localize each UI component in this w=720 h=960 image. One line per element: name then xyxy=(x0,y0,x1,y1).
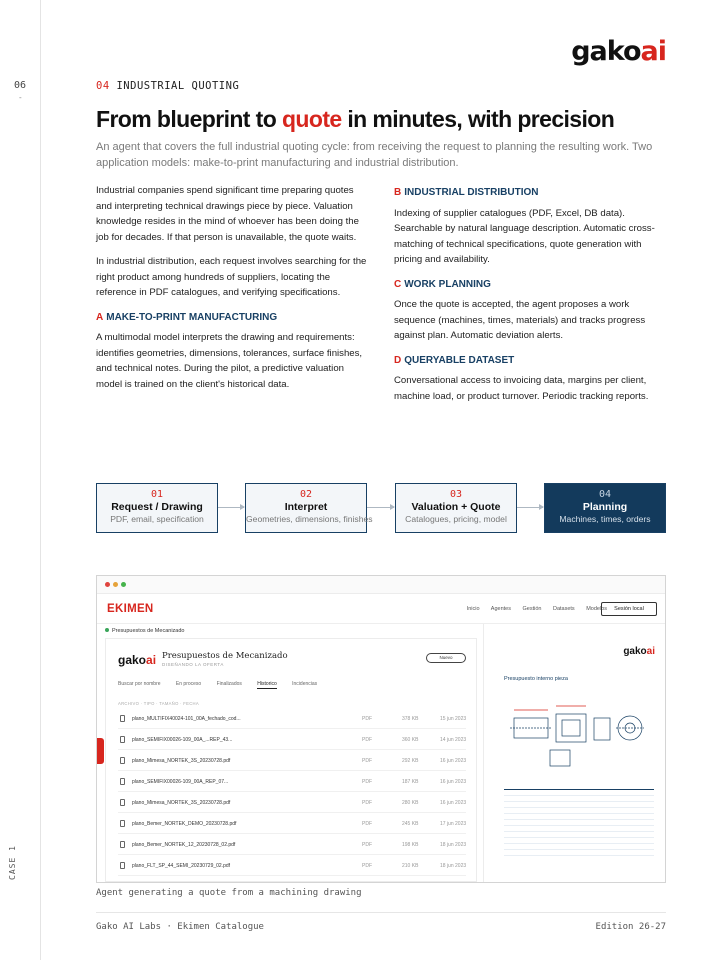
table-row xyxy=(118,772,466,792)
quote-list-panel xyxy=(105,624,479,882)
preview-logo xyxy=(623,646,655,657)
file-date: 14 jun 2023 xyxy=(440,737,467,743)
lede-paragraph: An agent that covers the full industrial quoting cycle: from receiving the request to planning the resulting work. Two application models: make-to-print manufacturing and industrial distribution. xyxy=(96,141,653,169)
section-a-title: MAKE-TO-PRINT MANUFACTURING xyxy=(106,311,278,323)
section-c-letter: C xyxy=(394,278,402,290)
section-c-heading xyxy=(394,277,666,293)
sidebar-toggle-icon xyxy=(97,738,104,764)
filter-finished: Finalizados xyxy=(216,681,242,687)
step-title: Valuation + Quote xyxy=(411,501,501,513)
file-name: plano_SEMIFIX00026-109_00A_...REP_43... xyxy=(132,737,233,743)
file-name: plano_SEMIFIX00026-109_00A_REP_07... xyxy=(132,779,229,785)
file-icon xyxy=(120,799,125,806)
step-request xyxy=(96,483,218,533)
table-row xyxy=(118,814,466,834)
panel-logo xyxy=(118,653,156,667)
app-header xyxy=(97,594,666,624)
file-size: 280 KB xyxy=(402,800,419,806)
filter-in-progress: En proceso xyxy=(175,681,202,687)
page-number-dash: - xyxy=(19,93,22,102)
file-date: 16 jun 2023 xyxy=(440,779,467,785)
file-type: PDF xyxy=(362,716,372,722)
step-subtitle: Machines, times, orders xyxy=(559,514,651,524)
quote-card xyxy=(105,638,477,882)
file-type: PDF xyxy=(362,737,372,743)
headline-end: in minutes, with precision xyxy=(341,106,615,132)
step-subtitle: Catalogues, pricing, model xyxy=(405,514,507,524)
process-steps xyxy=(96,483,666,533)
section-b-body: Indexing of supplier catalogues (PDF, Excel, DB data). Searchable by natural language description. Automatic cross-matching of technical specifications, quote generation with pricing and availability. xyxy=(394,207,655,265)
step-title: Request / Drawing xyxy=(111,501,203,513)
section-b-letter: B xyxy=(394,187,402,198)
technical-drawing-icon xyxy=(506,696,646,776)
file-date: 18 jun 2023 xyxy=(440,842,467,848)
section-a-heading xyxy=(96,310,372,326)
file-size: 245 KB xyxy=(402,821,419,827)
preview-title: Presupuesto interno pieza xyxy=(504,676,568,682)
file-type: PDF xyxy=(362,821,372,827)
file-date: 16 jun 2023 xyxy=(440,800,467,806)
file-icon xyxy=(120,841,125,848)
step-number: 02 xyxy=(299,489,313,500)
step-title: Interpret xyxy=(284,501,328,513)
table-row xyxy=(118,835,466,855)
section-d-heading xyxy=(394,353,666,369)
section-label: INDUSTRIAL QUOTING xyxy=(116,80,240,92)
file-date: 17 jun 2023 xyxy=(440,821,467,827)
step-subtitle: Geometries, dimensions, finishes xyxy=(246,514,373,524)
file-type: PDF xyxy=(362,842,372,848)
file-name: plano_Bemer_NORTEK_12_20230728_02.pdf xyxy=(132,842,236,848)
filter-search: Buscar por nombre xyxy=(118,681,161,687)
preview-logo-text: gako xyxy=(623,646,647,657)
table-row xyxy=(118,730,466,750)
table-row xyxy=(118,709,466,729)
page-title xyxy=(96,106,614,133)
agent-tab xyxy=(105,628,479,634)
section-d-body: Conversational access to invoicing data, margins per client, machine load, or product turnover. Periodic tracking reports. xyxy=(394,375,649,402)
filter-tabs xyxy=(118,681,331,687)
intro-paragraph-1: Industrial companies spend significant time preparing quotes and interpreting technical drawings piece by piece. Valuation knowledge resides in the mind of whoever has been doing the job for decades. If that person is unavailable, the quote waits. xyxy=(96,185,359,243)
intro-paragraph-2: In industrial distribution, each request involves searching for the right product among hundreds of suppliers, locating the reference in PDF catalogues, and verifying specifications. xyxy=(96,256,367,298)
file-size: 292 KB xyxy=(402,758,419,764)
file-date: 15 jun 2023 xyxy=(440,716,467,722)
maximize-dot-icon xyxy=(121,582,126,587)
case-label: CASE 1 xyxy=(8,845,17,880)
file-type: PDF xyxy=(362,800,372,806)
file-size: 210 KB xyxy=(402,863,419,869)
headline-start: From blueprint to xyxy=(96,106,282,132)
panel-logo-text: gako xyxy=(118,653,147,667)
gako-logo xyxy=(571,36,666,67)
file-name: plano_MULTIFIX40024-101_00A_fechado_cod... xyxy=(132,716,241,722)
file-type: PDF xyxy=(362,779,372,785)
step-number: 01 xyxy=(150,489,164,500)
file-icon xyxy=(120,820,125,827)
table-row xyxy=(118,856,466,876)
preview-logo-accent: ai xyxy=(646,646,655,657)
file-icon xyxy=(120,862,125,869)
right-column xyxy=(394,183,666,413)
file-icon xyxy=(120,736,125,743)
page-number: 06 xyxy=(14,80,27,91)
footer-edition: Edition 26-27 xyxy=(595,922,666,932)
file-type: PDF xyxy=(362,863,372,869)
step-number: 04 xyxy=(598,489,612,500)
section-b-title: INDUSTRIAL DISTRIBUTION xyxy=(404,187,539,198)
logo-text: gako xyxy=(571,36,641,67)
file-size: 187 KB xyxy=(402,779,419,785)
section-eyebrow xyxy=(96,80,239,92)
step-interpret xyxy=(245,483,373,533)
file-name: plano_Mimesa_NORTEK_3S_20230728.pdf xyxy=(132,758,231,764)
left-column xyxy=(96,183,372,401)
quote-preview-panel xyxy=(483,624,665,882)
file-date: 16 jun 2023 xyxy=(440,758,467,764)
section-c-title: WORK PLANNING xyxy=(404,278,491,290)
step-arrow xyxy=(517,507,543,508)
window-titlebar xyxy=(97,576,665,594)
left-margin-rule xyxy=(40,0,41,960)
status-dot-icon xyxy=(105,628,109,632)
file-name: plano_Mimesa_NORTEK_3S_20230728.pdf xyxy=(132,800,231,806)
step-arrow xyxy=(367,507,394,508)
step-subtitle: PDF, email, specification xyxy=(110,514,204,524)
step-title: Planning xyxy=(582,501,628,513)
section-b-heading xyxy=(394,185,666,201)
file-type: PDF xyxy=(362,758,372,764)
file-size: 198 KB xyxy=(402,842,419,848)
table-header: ARCHIVO · TIPO · TAMAÑO · FECHA xyxy=(118,701,199,706)
minimize-dot-icon xyxy=(113,582,118,587)
file-date: 18 jun 2023 xyxy=(440,863,467,869)
table-row xyxy=(118,793,466,813)
app-nav: Inicio Agentes Gestión Datasets Modelos xyxy=(466,606,607,612)
file-name: plano_Bemer_NORTEK_DEMO_20230728.pdf xyxy=(132,821,237,827)
panel-title: Presupuestos de Mecanizado xyxy=(162,651,288,661)
footer-publisher: Gako AI Labs · Ekimen Catalogue xyxy=(96,922,264,932)
section-c-body: Once the quote is accepted, the agent proposes a work sequence (machines, times, materials) and tracks progress against plan. Automatic deviation alerts. xyxy=(394,299,646,341)
filter-history: Historico xyxy=(257,681,277,687)
file-size: 360 KB xyxy=(402,737,419,743)
headline-highlight: quote xyxy=(281,106,342,132)
file-name: plano_FLT_SP_44_SEMI_20230729_02.pdf xyxy=(132,863,231,869)
footer-divider xyxy=(96,912,666,913)
panel-subtitle: DISEÑANDO LA OFERTA xyxy=(162,662,224,667)
app-screenshot xyxy=(96,575,666,883)
file-icon xyxy=(120,757,125,764)
filter-incidents: Incidencias xyxy=(292,681,318,687)
file-size: 378 KB xyxy=(402,716,419,722)
file-icon xyxy=(120,778,125,785)
session-button: Sesión local xyxy=(601,602,657,616)
section-d-letter: D xyxy=(394,354,402,366)
step-valuation xyxy=(395,483,517,533)
ekimen-brand: EKIMEN xyxy=(107,603,154,615)
agent-tab-label: Presupuestos de Mecanizado xyxy=(112,628,185,634)
step-number: 03 xyxy=(449,489,463,500)
section-number: 04 xyxy=(96,80,110,92)
preview-table xyxy=(504,784,654,856)
step-planning xyxy=(544,483,666,533)
logo-accent: ai xyxy=(640,36,666,67)
close-dot-icon xyxy=(105,582,110,587)
section-a-body: A multimodal model interprets the drawing and requirements: identifies geometries, dimensions, tolerances, surface finishes, and technical notes. During the pilot, a predictive valuation model is trained on the client's historical data. xyxy=(96,332,363,390)
section-d-title: QUERYABLE DATASET xyxy=(404,354,515,366)
table-row xyxy=(118,751,466,771)
file-icon xyxy=(120,715,125,722)
step-arrow xyxy=(218,507,244,508)
section-a-letter: A xyxy=(96,311,104,323)
new-quote-button: Nuevo xyxy=(426,653,466,663)
panel-logo-accent: ai xyxy=(146,653,157,667)
figure-caption: Agent generating a quote from a machining drawing xyxy=(96,888,362,898)
